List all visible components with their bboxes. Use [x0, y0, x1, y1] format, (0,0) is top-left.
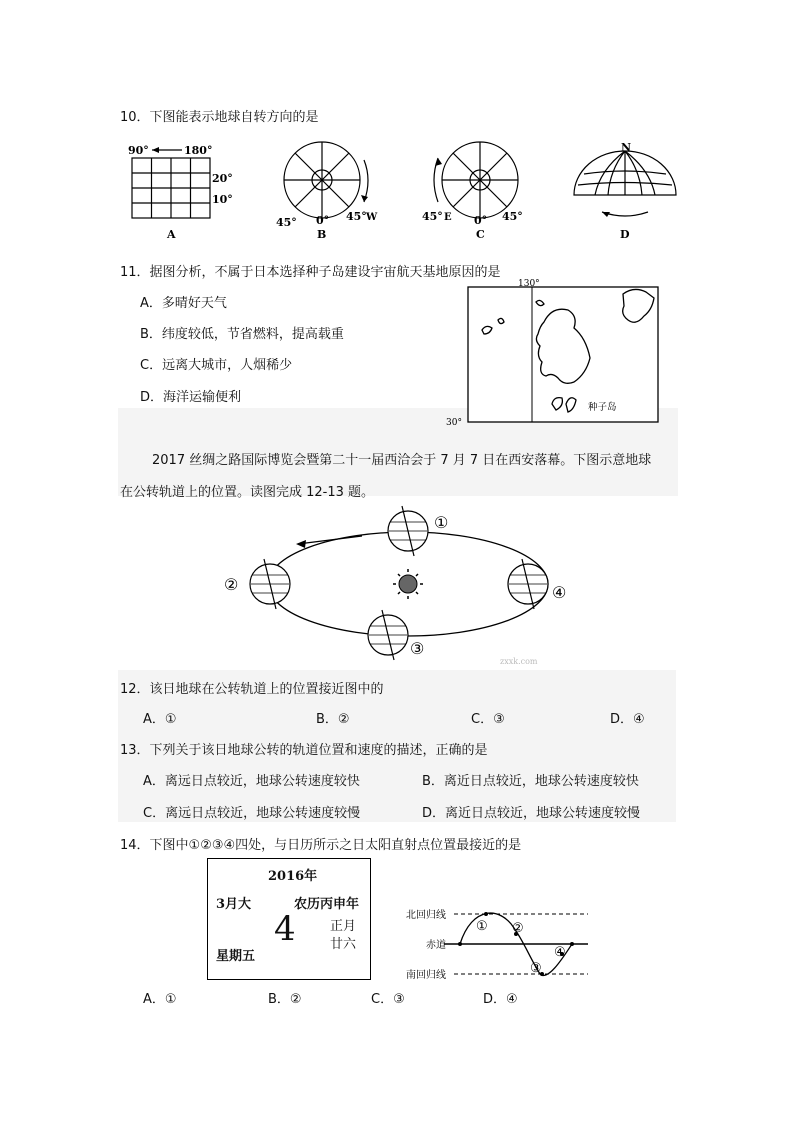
- south-tropic-label: 南回归线: [406, 970, 446, 981]
- fig-b-right: 45°: [346, 210, 367, 223]
- sun-icon: [393, 569, 423, 599]
- curve-point-4: ④: [554, 945, 566, 960]
- orbit-pos-3: ③: [410, 639, 425, 658]
- calendar-lunar-day: 廿六: [330, 937, 357, 952]
- map-island-label: 种子岛: [588, 402, 617, 413]
- orbit-watermark: zxxk.com: [500, 657, 538, 666]
- q10-figure-c: [420, 140, 530, 240]
- q14-option-d: D．④: [483, 992, 518, 1007]
- orbit-pos-4: ④: [552, 583, 567, 602]
- q13-option-a: A．离远日点较近，地球公转速度较快: [143, 774, 360, 789]
- curve-point-2: ②: [512, 921, 524, 936]
- q11-option-b: B．纬度较低，节省燃料，提高载重: [140, 327, 344, 342]
- q13-stem: 13．下列关于该日地球公转的轨道位置和速度的描述，正确的是: [120, 743, 488, 758]
- q12-option-b: B．②: [316, 712, 350, 727]
- intro-line-1: 2017 丝绸之路国际博览会暨第二十一届西洽会于 7 月 7 日在西安落幕。下图示意地球: [152, 453, 652, 468]
- fig-d-pole: N: [621, 141, 632, 154]
- north-tropic-label: 北回归线: [406, 910, 446, 921]
- calendar-lunar-month: 正月: [330, 919, 357, 934]
- calendar-year: 2016年: [268, 869, 318, 884]
- calendar-weekday: 星期五: [216, 949, 256, 964]
- fig-a-lat-bottom: 10°: [212, 193, 233, 206]
- fig-b-center: 0°: [316, 214, 330, 227]
- q13-option-d: D．离近日点较近，地球公转速度较慢: [422, 806, 641, 821]
- fig-d-label: D: [620, 228, 630, 240]
- q10-stem: 10．下图能表示地球自转方向的是: [120, 110, 319, 125]
- q14-option-c: C．③: [371, 992, 405, 1007]
- fig-b-label: B: [317, 228, 327, 240]
- intro-line-2: 在公转轨道上的位置。读图完成 12-13 题。: [120, 485, 375, 500]
- q12-option-d: D．④: [610, 712, 645, 727]
- map-lon-label: 130°: [518, 279, 540, 289]
- fig-b-left: 45°: [276, 216, 297, 229]
- equator-label: 赤道: [426, 940, 446, 951]
- q11-option-a: A．多晴好天气: [140, 296, 227, 311]
- q12-stem: 12．该日地球在公转轨道上的位置接近图中的: [120, 682, 384, 697]
- q13-option-b: B．离近日点较近，地球公转速度较快: [422, 774, 639, 789]
- fig-c-dir: E: [444, 212, 452, 223]
- q12-option-a: A．①: [143, 712, 177, 727]
- q14-stem: 14．下图中①②③④四处，与日历所示之日太阳直射点位置最接近的是: [120, 838, 522, 853]
- calendar-page: [207, 858, 371, 980]
- q14-option-b: B．②: [268, 992, 302, 1007]
- fig-a-lat-top: 20°: [212, 172, 233, 185]
- q11-option-c: C．远离大城市，人烟稀少: [140, 358, 293, 373]
- calendar-lunar-year: 农历丙申年: [294, 897, 360, 912]
- orbit-diagram: [214, 500, 604, 670]
- q12-option-c: C．③: [471, 712, 505, 727]
- q10-figure-b: [272, 140, 382, 240]
- calendar-day: 4: [274, 909, 296, 949]
- orbit-pos-2: ②: [224, 575, 239, 594]
- q11-map: [440, 276, 680, 432]
- curve-point-3: ③: [530, 961, 542, 976]
- q11-stem: 11．据图分析，不属于日本选择种子岛建设宇宙航天基地原因的是: [120, 265, 501, 280]
- curve-point-1: ①: [476, 919, 488, 934]
- q13-option-c: C．离远日点较近，地球公转速度较慢: [143, 806, 361, 821]
- fig-b-dir: W: [366, 212, 378, 223]
- map-lat-label: 30°: [446, 418, 462, 428]
- q10-figure-a: [122, 140, 242, 240]
- q11-option-d: D．海洋运输便利: [140, 390, 242, 405]
- sun-path-diagram: [398, 898, 598, 984]
- calendar-month: 3月大: [216, 897, 252, 912]
- orbit-pos-1: ①: [434, 513, 449, 532]
- fig-c-right: 45°: [502, 210, 523, 223]
- fig-c-label: C: [476, 228, 485, 240]
- q10-figure-d: [570, 140, 680, 240]
- fig-a-lon-right: 180°: [184, 144, 213, 157]
- fig-c-center: 0°: [474, 214, 488, 227]
- fig-a-lon-left: 90°: [128, 144, 149, 157]
- fig-c-left: 45°: [422, 210, 443, 223]
- q14-option-a: A．①: [143, 992, 177, 1007]
- fig-a-label: A: [167, 228, 176, 240]
